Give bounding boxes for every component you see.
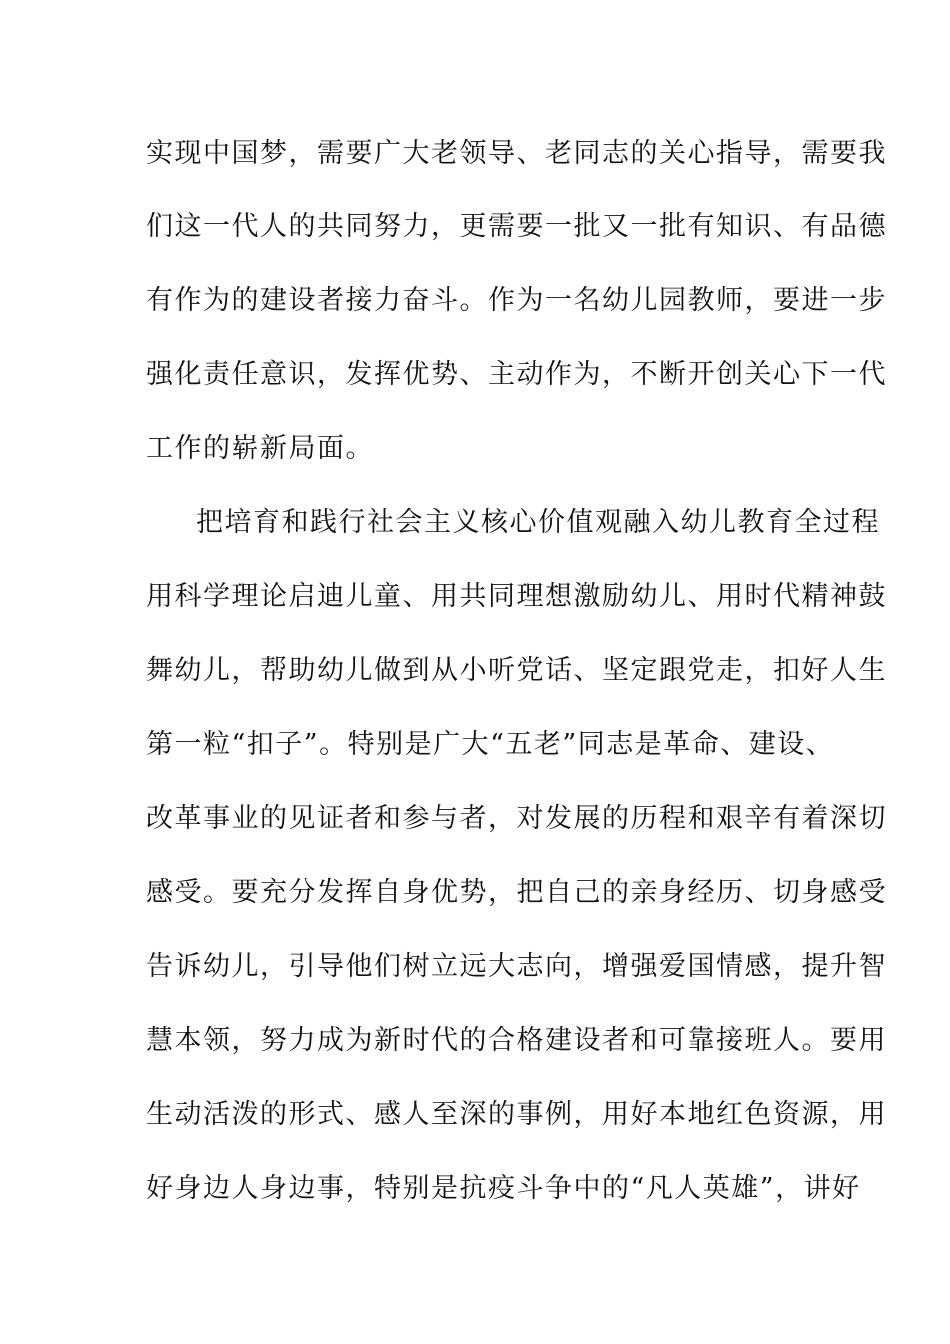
text-line: 告诉幼儿，引导他们树立远大志向，增强爱国情感，提升智 (146, 951, 887, 982)
text-line: 舞幼儿，帮助幼儿做到从小听党话、坚定跟党走，扣好人生 (146, 655, 887, 686)
text-line: 改革事业的见证者和参与者，对发展的历程和艰辛有着深切 (146, 803, 887, 834)
text-line: 第一粒“扣子”。特别是广大“五老”同志是革命、建设、 (146, 729, 835, 760)
text-line: 强化责任意识，发挥优势、主动作为，不断开创关心下一代 (146, 359, 887, 390)
text-line: 有作为的建设者接力奋斗。作为一名幼儿园教师，要进一步 (146, 285, 887, 316)
text-line: 生动活泼的形式、感人至深的事例，用好本地红色资源，用 (146, 1099, 887, 1130)
text-line: 们这一代人的共同努力，更需要一批又一批有知识、有品德 (146, 211, 887, 242)
paragraph-first-line: 把培育和践行社会主义核心价值观融入幼儿教育全过程 (196, 507, 880, 538)
text-line: 工作的崭新局面。 (146, 433, 374, 464)
text-line: 感受。要充分发挥自身优势，把自己的亲身经历、切身感受 (146, 877, 887, 908)
text-line: 好身边人身边事，特别是抗疫斗争中的“凡人英雄”，讲好 (146, 1173, 861, 1204)
text-line: 用科学理论启迪儿童、用共同理想激励幼儿、用时代精神鼓 (146, 581, 887, 612)
text-line: 慧本领，努力成为新时代的合格建设者和可靠接班人。要用 (146, 1025, 887, 1056)
text-line: 实现中国梦，需要广大老领导、老同志的关心指导，需要我 (146, 138, 887, 169)
